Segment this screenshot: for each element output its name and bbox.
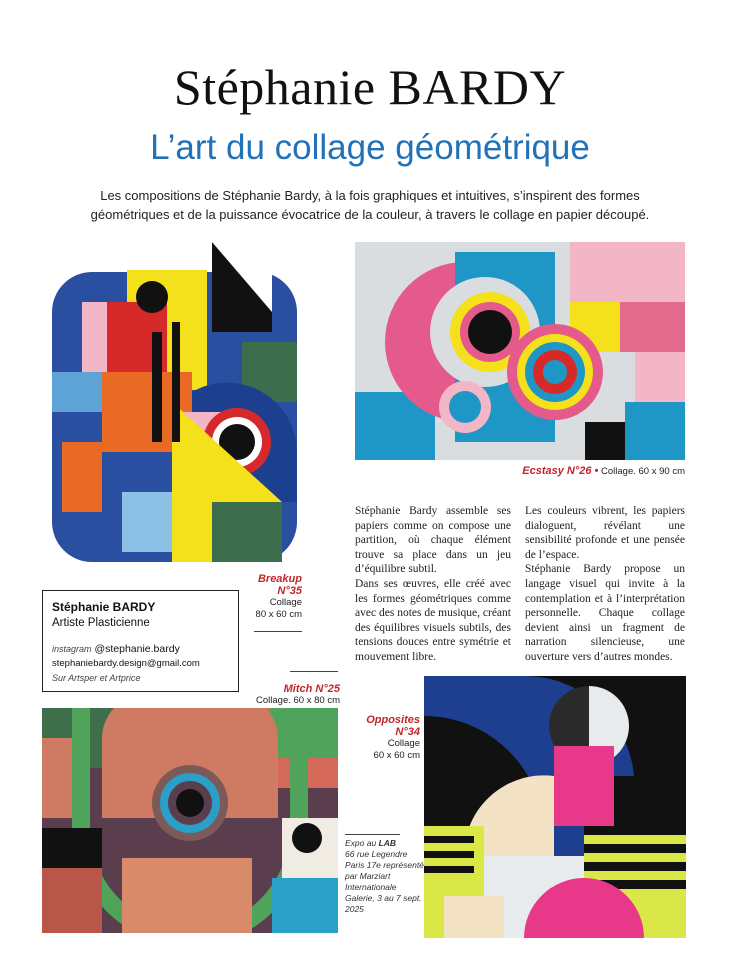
opposites-medium: Collage bbox=[387, 738, 420, 749]
breakup-title: Breakup bbox=[257, 573, 302, 585]
expo-details: 66 rue Legendre Paris 17e représenté par Marziart Internationale Galerie, 3 au 7 sept. 2025 bbox=[345, 849, 424, 914]
opposites-number: N°34 bbox=[395, 726, 420, 738]
instagram-handle[interactable]: @stephanie.bardy bbox=[94, 643, 180, 655]
mitch-rule bbox=[290, 671, 338, 672]
artist-role: Artiste Plasticienne bbox=[52, 617, 150, 629]
instagram-label: instagram bbox=[52, 644, 92, 654]
artwork-ecstasy-image bbox=[355, 242, 685, 460]
opposites-size: 60 x 60 cm bbox=[373, 750, 420, 761]
article-column-2 bbox=[525, 504, 685, 665]
article-paragraph: Les couleurs vibrent, les papiers dialoguent, révélant une sensibilité profonde et une pensée de l’espace. bbox=[525, 505, 685, 561]
artwork-breakup-image bbox=[42, 242, 307, 572]
mitch-detail: Collage. 60 x 80 cm bbox=[256, 695, 340, 706]
breakup-caption bbox=[250, 573, 302, 621]
ecstasy-caption bbox=[470, 465, 685, 478]
expo-rule bbox=[345, 834, 400, 835]
expo-lead: Expo au bbox=[345, 838, 377, 848]
article-column-1 bbox=[355, 504, 511, 665]
expo-venue: LAB bbox=[378, 838, 397, 848]
artist-name: Stéphanie BARDY bbox=[52, 600, 156, 614]
breakup-medium: Collage bbox=[269, 597, 302, 608]
ecstasy-title: Ecstasy N°26 • bbox=[522, 465, 599, 477]
artwork-opposites-image bbox=[424, 676, 686, 938]
mitch-caption bbox=[240, 683, 340, 707]
page-subtitle: L’art du collage géométrique bbox=[150, 128, 590, 167]
artist-info-box bbox=[42, 590, 239, 692]
artist-email[interactable]: stephaniebardy.design@gmail.com bbox=[52, 658, 200, 669]
mitch-title: Mitch N°25 bbox=[283, 683, 340, 695]
artist-instagram[interactable] bbox=[52, 643, 180, 655]
page-title: Stéphanie BARDY bbox=[173, 59, 567, 115]
expo-info bbox=[345, 838, 425, 915]
breakup-number: N°35 bbox=[277, 585, 302, 597]
artist-platforms: Sur Artsper et Artprice bbox=[52, 673, 141, 683]
opposites-title: Opposites bbox=[366, 714, 420, 726]
ecstasy-detail: Collage. 60 x 90 cm bbox=[601, 466, 685, 477]
breakup-rule bbox=[254, 631, 302, 632]
opposites-caption bbox=[355, 714, 420, 762]
intro-text: Les compositions de Stéphanie Bardy, à la fois graphiques et intuitives, s’inspirent des formes géométriques et de la puissance évocatrice de la couleur, à travers le collage en papier découpé. bbox=[90, 188, 650, 222]
artwork-mitch-image bbox=[42, 708, 338, 933]
breakup-size: 80 x 60 cm bbox=[255, 609, 302, 620]
article-paragraph: Stéphanie Bardy propose un langage visuel qui invite à la contemplation et à l’interprétation personnelle. Chaque collage devient ainsi un fragment de narration silencieuse, une ouverture vers d’autres mondes. bbox=[525, 563, 685, 663]
article-paragraph: Stéphanie Bardy assemble ses papiers comme on compose une partition, où chaque élément trouve sa place dans un jeu d’équilibre subtil. bbox=[355, 505, 511, 576]
article-paragraph: Dans ses œuvres, elle créé avec les formes géométriques comme avec des notes de musique, créant des équilibres visuels subtils, des tensions douces entre symétrie et mouvement libre. bbox=[355, 577, 511, 663]
